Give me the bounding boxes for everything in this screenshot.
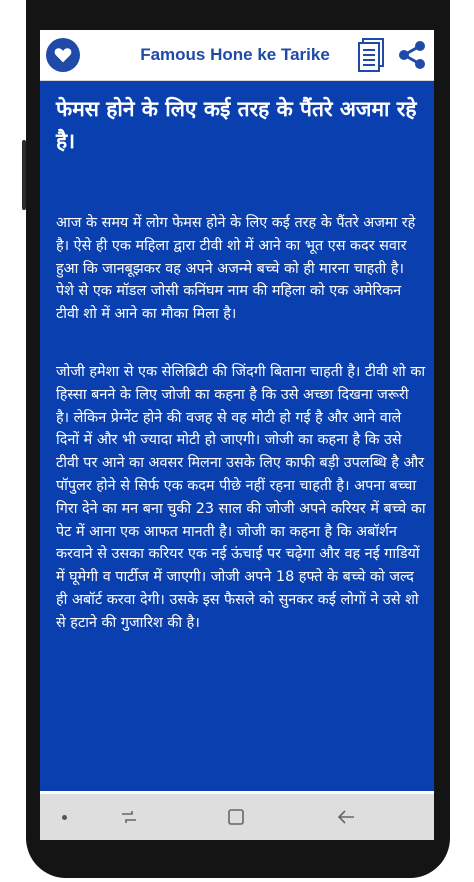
- share-icon: [396, 39, 428, 71]
- share-button[interactable]: [396, 39, 428, 71]
- back-button[interactable]: [337, 808, 355, 826]
- system-navigation-bar: [40, 794, 434, 840]
- app-bar: [40, 30, 434, 81]
- phone-side-button: [22, 140, 26, 210]
- article-headline: फेमस होने के लिए कई तरह के पैंतरे अजमा रहे है।: [56, 97, 417, 153]
- document-list-icon: [358, 38, 384, 72]
- app-title: Famous Hone ke Tarike: [140, 45, 330, 64]
- screen: [40, 30, 434, 840]
- home-icon: [227, 808, 245, 826]
- article-paragraph-1: आज के समय में लोग फेमस होने के लिए कई तरह के पैंतरे अजमा रहे है। ऐसे ही एक महिला द्वारा टीवी शो में आने का भूत एस कदर सवार हुआ कि जानबूझकर वह अपने अजन्मे बच्चे को ही मारना चाहती है। पेशे से एक मॉडल जोसी कनिंघम नाम की महिला को एक अमेरिकन टीवी शो में आने का मौका मिला है।: [56, 215, 416, 323]
- article-paragraph-2: जोजी हमेशा से एक सेलिब्रिटी की जिंदगी बिताना चाहती है। टीवी शो का हिस्सा बनने के लिए जोजी का कहना है कि उसे अच्छा दिखना जरूरी है। लेकिन प्रेग्नेंट होने की वजह से वह मोटी हो गई है और आने वाले दिनों में और भी ज्यादा मोटी हो जाएगी। जोजी का कहना है कि उसे टीवी पर आने का अवसर मिलना उसके लिए काफी बड़ी उपलब्धि है और पॉपुलर होने से सिर्फ एक कदम पीछे नहीं रहना चाहती है। अपना बच्चा गिरा देने का मन बना चुकी 23 साल की जोजी अपने करियर में बच्चे का पेट में आना एक आफत मानती है। जोजी का कहना है कि अबॉर्शन करवाने से उसका करियर एक नई ऊंचाई पर चढ़ेगा और वह नई गाडियों में घूमेगी व पार्टीज में जाएगी। जोजी अपने 18 हफ्ते के बच्चे को जल्द ही अबॉर्ट करवा देगी। उसके इस फैसले को सुनकर कई लोगों ने उसे शो से हटाने की गुजारिश की है।: [56, 364, 426, 631]
- back-icon: [337, 808, 355, 826]
- home-button[interactable]: [227, 808, 245, 826]
- recent-apps-button[interactable]: [120, 808, 138, 826]
- recent-apps-icon: [120, 808, 138, 826]
- favorite-button[interactable]: [46, 38, 80, 72]
- heart-icon: [53, 46, 73, 64]
- article-list-button[interactable]: [358, 38, 384, 72]
- dot-icon[interactable]: [62, 815, 67, 820]
- article-content[interactable]: [40, 81, 434, 791]
